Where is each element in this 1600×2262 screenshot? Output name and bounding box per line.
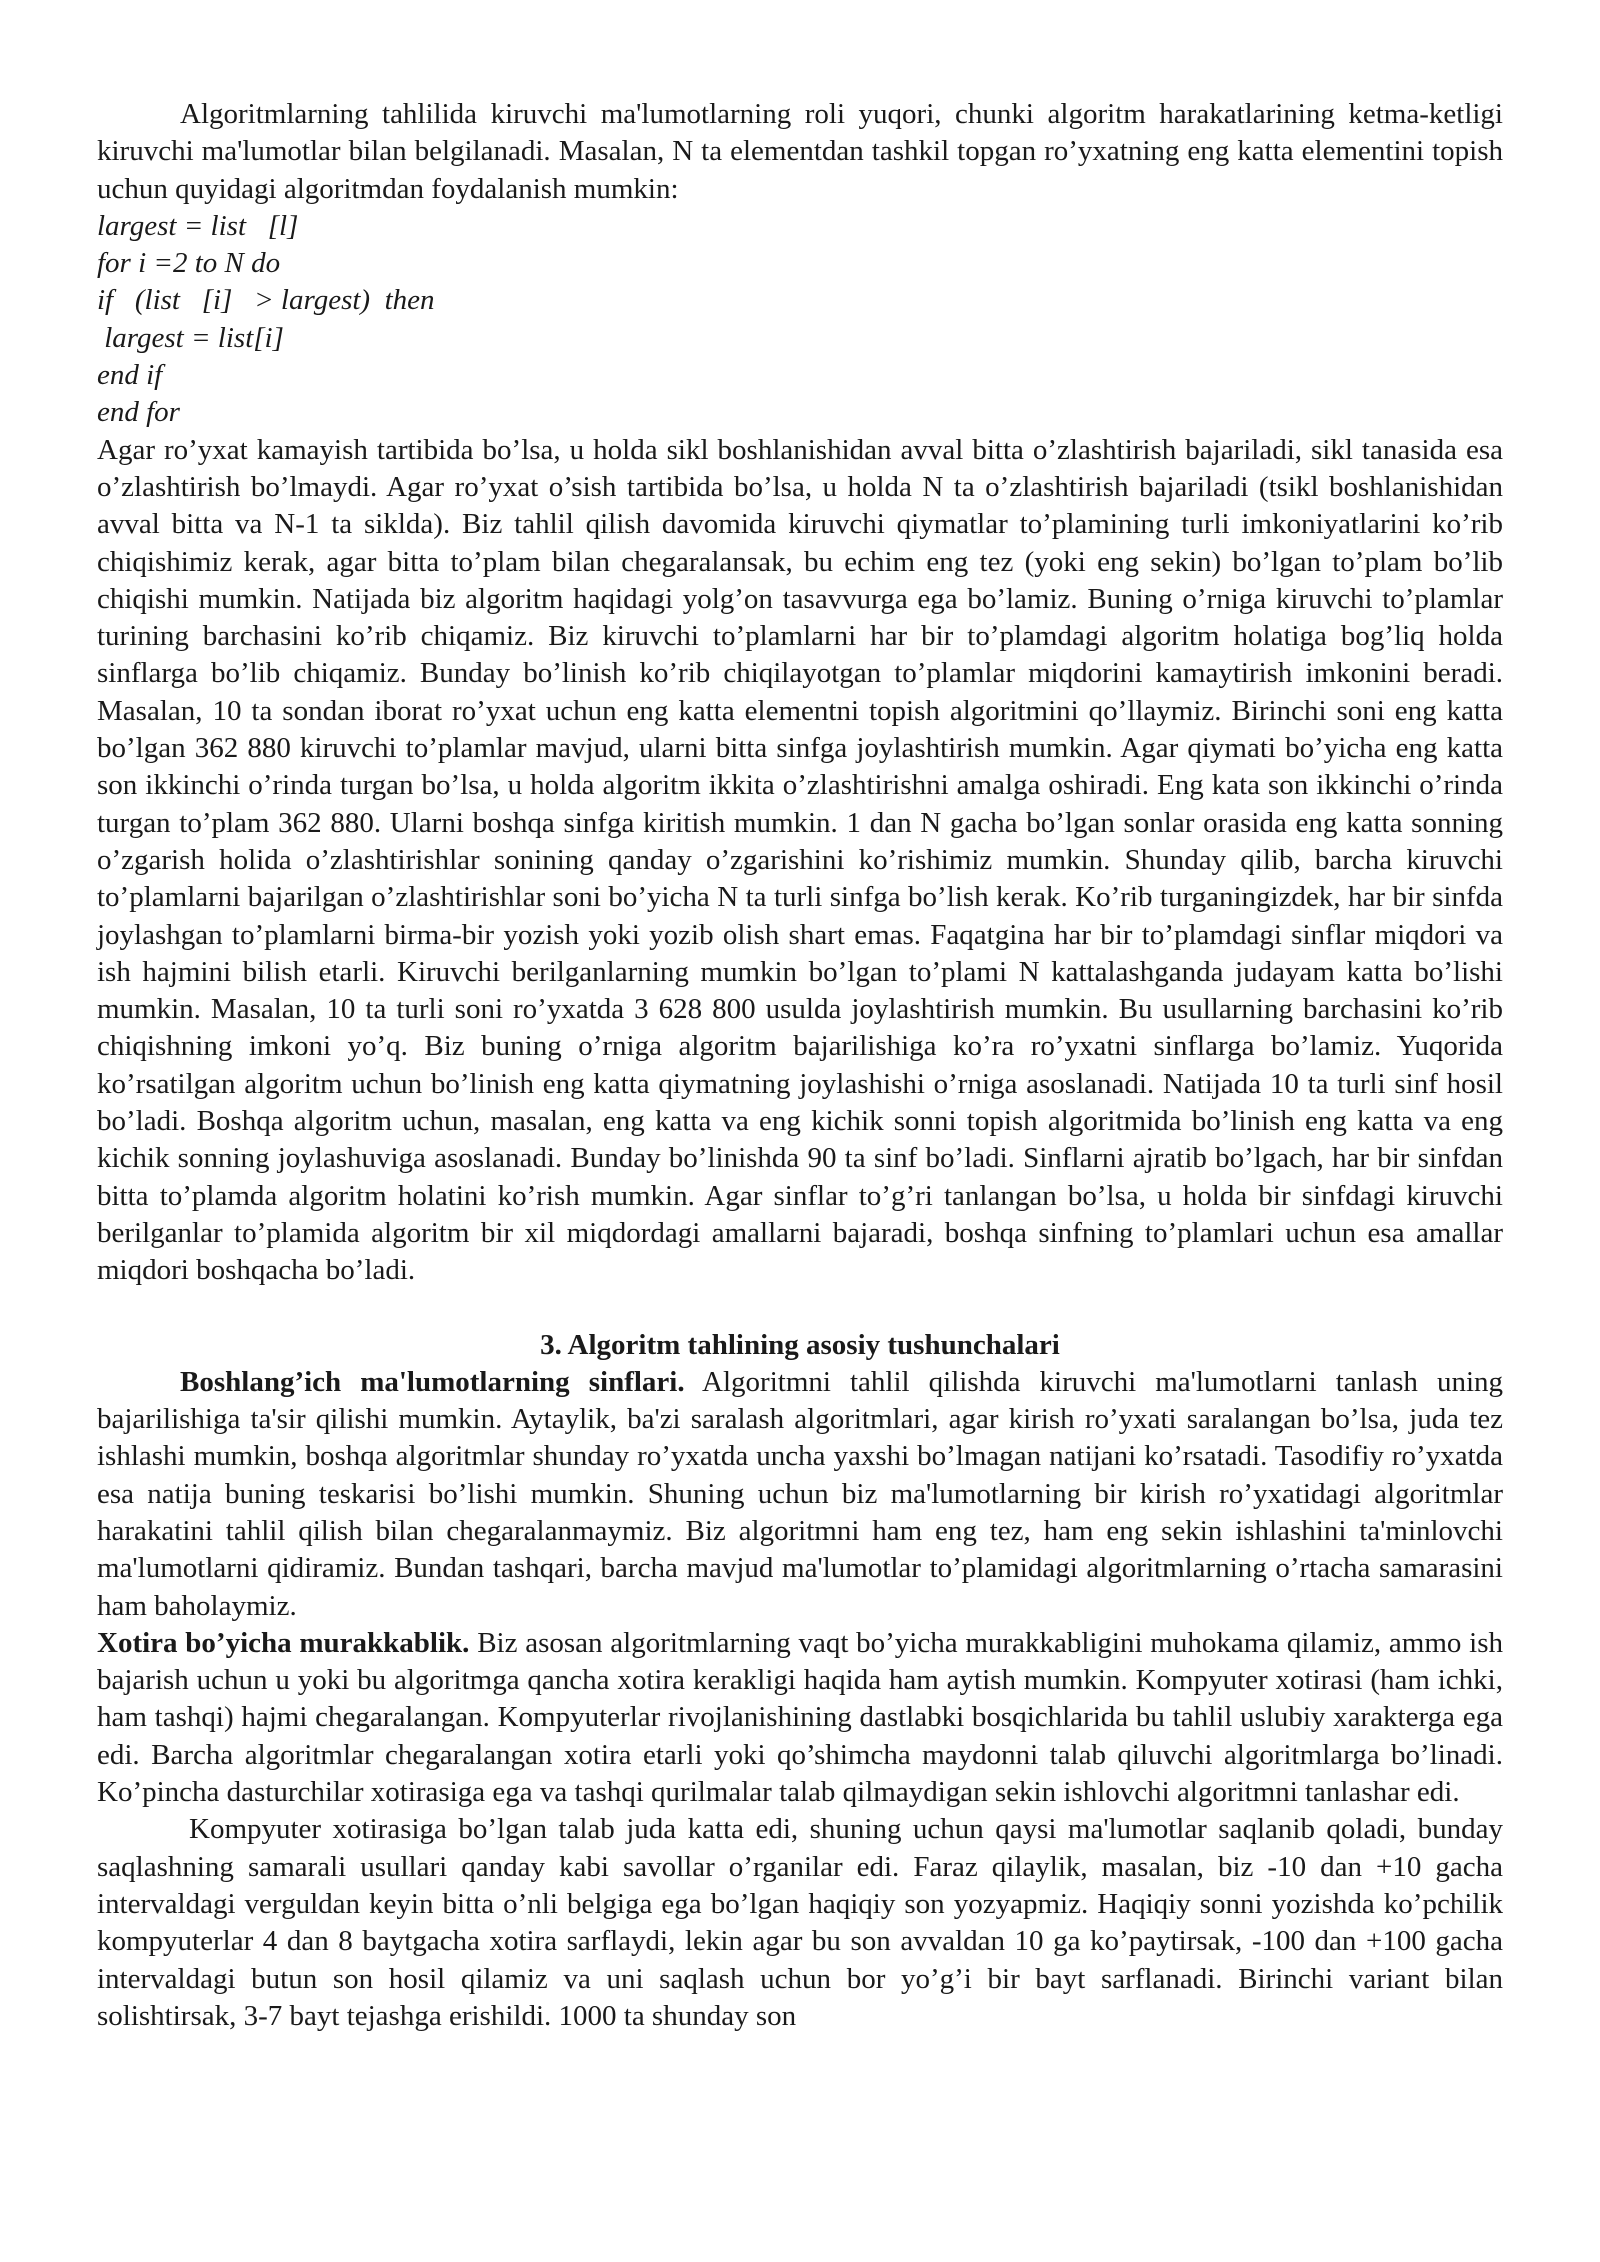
memory-requirement-paragraph: Kompyuter xotirasiga bo’lgan talab juda katta edi, shuning uchun qaysi ma'lumotlar saqlanib qoladi, bunday saqlashning samarali usullari qanday kabi savollar o’rganilar edi. Faraz qilaylik, masalan, biz -10 dan +10 gacha intervaldagi verguldan keyin bitta o’nli belgiga ega bo’lgan haqiqiy son yozyapmiz. Haqiqiy sonni yozishda ko’pchilik kompyuterlar 4 dan 8 baytgacha xotira sarflaydi, lekin agar bu son avvaldan 10 ga ko’paytirsak, -100 dan +100 gacha intervaldagi butun son hosil qilamiz va uni saqlash uchun bor yo’g’i bir bayt sarflanadi. Birinchi variant bilan solishtirsak, 3-7 bayt tejashga erishildi. 1000 ta shunday son bbox=[97, 1813, 1503, 2032]
code-line: for i =2 to N do bbox=[97, 247, 281, 280]
code-line: end for bbox=[97, 396, 180, 429]
memory-complexity-label: Xotira bo’yicha murakkablik. bbox=[97, 1626, 470, 1659]
input-classes-label: Boshlang’ich ma'lumotlarning sinflari. bbox=[180, 1365, 685, 1398]
document-page bbox=[97, 96, 1503, 2035]
memory-complexity-paragraph bbox=[97, 1625, 1503, 1811]
code-line: largest = list [l] bbox=[97, 209, 299, 242]
algorithm-code-block bbox=[97, 208, 1503, 432]
code-line: if (list [i] > largest) then bbox=[97, 284, 435, 317]
input-classes-paragraph bbox=[97, 1364, 1503, 1625]
code-line: largest = list[i] bbox=[97, 321, 284, 354]
body-paragraph: Agar ro’yxat kamayish tartibida bo’lsa, u holda sikl boshlanishidan avval bitta o’zlashtirish bajariladi, sikl tanasida esa o’zlashtirish bo’lmaydi. Agar ro’yxat o’sish tartibida bo’lsa, u holda N ta o’zlashtirish bajariladi (tsikl boshlanishidan avval bitta va N-1 ta siklda). Biz tahlil qilish davomida kiruvchi qiymatlar to’plamining turli imkoniyatlarini ko’rib chiqishimiz kerak, agar bitta to’plam bilan chegaralansak, bu echim eng tez (yoki eng sekin) bo’lgan to’plam bo’lib chiqishi mumkin. Natijada biz algoritm haqidagi yolg’on tasavvurga ega bo’lamiz. Buning o’rniga kiruvchi to’plamlar turining barchasini ko’rib chiqamiz. Biz kiruvchi to’plamlarni har bir to’plamdagi algoritm holatiga bog’liq holda sinflarga bo’lib chiqamiz. Bunday bo’linish ko’rib chiqilayotgan to’plamlar miqdorini kamaytirish imkonini beradi. Masalan, 10 ta sondan iborat ro’yxat uchun eng katta elementni topish algoritmini qo’llaymiz. Birinchi soni eng katta bo’lgan 362 880 kiruvchi to’plamlar mavjud, ularni bitta sinfga joylashtirish mumkin. Agar qiymati bo’yicha eng katta son ikkinchi o’rinda turgan bo’lsa, u holda algoritm ikkita o’zlashtirishni amalga oshiradi. Eng kata son ikkinchi o’rinda turgan to’plam 362 880. Ularni boshqa sinfga kiritish mumkin. 1 dan N gacha bo’lgan sonlar orasida eng katta sonning o’zgarish holida o’zlashtirishlar sonining qanday o’zgarishini ko’rishimiz mumkin. Shunday qilib, barcha kiruvchi to’plamlarni bajarilgan o’zlashtirishlar soni bo’yicha N ta turli sinfga bo’lish kerak. Ko’rib turganingizdek, har bir sinfda joylashgan to’plamlarni birma-bir yozish yoki yozib olish shart emas. Faqatgina har bir to’plamdagi sinflar miqdori va ish hajmini bilish etarli. Kiruvchi berilganlarning mumkin bo’lgan to’plami N kattalashganda judayam katta bo’lishi mumkin. Masalan, 10 ta turli soni ro’yxatda 3 628 800 usulda joylashtirish mumkin. Bu usullarning barchasini ko’rib chiqishning imkoni yo’q. Biz buning o’rniga algoritm bajarilishiga ko’ra ro’yxatni sinflarga bo’lamiz. Yuqorida ko’rsatilgan algoritm uchun bo’linish eng katta qiymatning joylashishi o’rniga asoslanadi. Natijada 10 ta turli sinf hosil bo’ladi. Boshqa algoritm uchun, masalan, eng katta va eng kichik sonni topish algoritmida bo’linish eng katta va eng kichik sonning joylashuviga asoslanadi. Bunday bo’linishda 90 ta sinf bo’ladi. Sinflarni ajratib bo’lgach, har bir sinfdan bitta to’plamda algoritm holatini ko’rish mumkin. Agar sinflar to’g’ri tanlangan bo’lsa, u holda bir sinfdagi kiruvchi berilganlar to’plamida algoritm bir xil miqdordagi amallarni bajaradi, boshqa sinfning to’plamlari uchun esa amallar miqdori boshqacha bo’ladi. bbox=[97, 433, 1503, 1287]
intro-paragraph: Algoritmlarning tahlilida kiruvchi ma'lumotlarning roli yuqori, chunki algoritm harakatlarining ketma-ketligi kiruvchi ma'lumotlar bilan belgilanadi. Masalan, N ta elementdan tashkil topgan ro’yxatning eng katta elementini topish uchun quyidagi algoritmdan foydalanish mumkin: bbox=[97, 98, 1503, 205]
code-line: end if bbox=[97, 359, 163, 392]
section-heading: 3. Algoritm tahlining asosiy tushunchalari bbox=[540, 1328, 1060, 1361]
input-classes-text: Algoritmni tahlil qilishda kiruvchi ma'lumotlarni tanlash uning bajarilishiga ta'sir qilishi mumkin. Aytaylik, ba'zi saralash algoritmlari, agar kirish ro’yxati saralangan bo’lsa, juda tez ishlashi mumkin, boshqa algoritmlar shunday ro’yxatda uncha yaxshi bo’lmagan natijani ko’rsatadi. Tasodifiy ro’yxatda esa natija buning teskarisi bo’lishi mumkin. Shuning uchun biz ma'lumotlarning bir kirish ro’yxatidagi algoritmlar harakatini tahlil qilish bilan chegaralanmaymiz. Biz algoritmni ham eng tez, ham eng sekin ishlashini ta'minlovchi ma'lumotlarni qidiramiz. Bundan tashqari, barcha mavjud ma'lumotlar to’plamidagi algoritmlarning o’rtacha samarasini ham baholaymiz. bbox=[97, 1365, 1503, 1622]
memory-complexity-text: Biz asosan algoritmlarning vaqt bo’yicha murakkabligini muhokama qilamiz, ammo ish bajarish uchun u yoki bu algoritmga qancha xotira kerakligi haqida ham aytish mumkin. Kompyuter xotirasi (ham ichki, ham tashqi) hajmi chegaralangan. Kompyuterlar rivojlanishining dastlabki bosqichlarida bu tahlil uslubiy xarakterga ega edi. Barcha algoritmlar chegaralangan xotira etarli yoki qo’shimcha maydonni talab qiluvchi algoritmlarga bo’linadi. Ko’pincha dasturchilar xotirasiga ega va tashqi qurilmalar talab qilmaydigan sekin ishlovchi algoritmni tanlashar edi. bbox=[97, 1626, 1503, 1809]
